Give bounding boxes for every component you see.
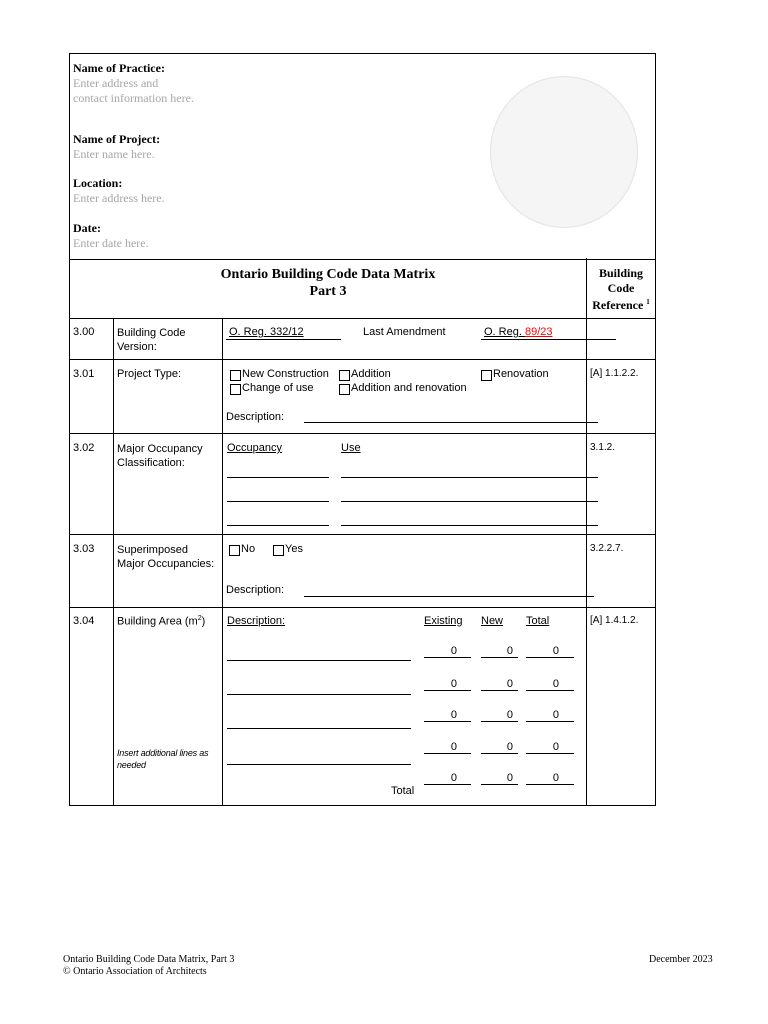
location-label: Location: [73,176,123,190]
addition-checkbox[interactable] [339,370,350,381]
total-area-field[interactable] [526,657,574,658]
code-reference: 3.1.2. [590,442,616,453]
row-label: Major Occupancy Classification: [117,443,203,469]
checkbox-label: New Construction [242,368,329,380]
existing-area-value: 0 [450,741,457,753]
occupancy-column-header: Occupancy [227,442,283,454]
addition-renovation-checkbox[interactable] [339,384,350,395]
date-label: Date: [73,221,101,235]
new-total-field [481,784,518,785]
row-number: 3.00 [73,326,95,338]
occupancy-field[interactable] [227,477,329,478]
row-number: 3.01 [73,368,95,380]
total-area-field[interactable] [526,690,574,691]
use-field[interactable] [341,501,598,502]
total-area-field[interactable] [526,753,574,754]
footer-left: Ontario Building Code Data Matrix, Part 3 © Ontario Association of Architects [63,954,235,977]
row-divider [69,318,655,319]
code-reference: [A] 1.1.2.2. [590,368,639,379]
total-area-value: 0 [552,709,559,721]
existing-total-field [424,784,471,785]
total-area-value: 0 [552,741,559,753]
instruction-note: Insert additional lines as needed [117,748,209,770]
checkbox-label: Change of use [242,382,314,394]
row-number: 3.04 [73,615,95,627]
checkbox-label: Addition [351,368,391,380]
renovation-checkbox[interactable] [481,370,492,381]
row-label: Building Code Version: [117,327,186,353]
area-description-field[interactable] [227,728,411,729]
header-fields [73,61,194,251]
description-field[interactable] [304,422,598,423]
new-area-field[interactable] [481,753,518,754]
row-label: Building Area $(m^2)$ [117,615,206,628]
row-label: Project Type: [117,368,181,380]
col-divider [113,318,114,806]
existing-area-field[interactable] [424,721,471,722]
footer-date: December 2023 [649,954,713,965]
row-divider [69,534,655,535]
row-number: 3.03 [73,543,95,555]
use-field[interactable] [341,477,598,478]
seal-placeholder[interactable] [490,76,638,228]
new-area-value: 0 [506,741,513,753]
row-divider [69,359,655,360]
checkbox-label: Yes [285,543,303,555]
date-field[interactable]: Enter date here. [73,236,149,250]
grand-total-value: 0 [552,772,559,784]
existing-area-field[interactable] [424,690,471,691]
description-column-header: Description: [227,615,286,627]
checkbox-label: Renovation [493,368,549,380]
total-row-label: Total [391,785,415,797]
col-divider [586,258,587,806]
title-line2: Part 3 [309,284,347,299]
new-area-field[interactable] [481,721,518,722]
description-label: Description: [226,584,285,596]
area-description-field[interactable] [227,764,411,765]
occupancy-field[interactable] [227,525,329,526]
existing-area-field[interactable] [424,753,471,754]
row-divider [69,607,655,608]
grand-total-field [526,784,574,785]
last-amendment-label: Last Amendment [363,326,446,338]
description-label: Description: [226,411,285,423]
new-column-header: New [481,615,504,627]
area-description-field[interactable] [227,694,411,695]
description-field[interactable] [304,596,594,597]
row-divider [69,433,655,434]
checkbox-label: Addition and renovation [351,382,467,394]
code-reference: [A] 1.4.1.2. [590,615,639,626]
existing-area-field[interactable] [424,657,471,658]
total-area-value: 0 [552,678,559,690]
existing-area-value: 0 [450,645,457,657]
use-field[interactable] [341,525,598,526]
occupancy-field[interactable] [227,501,329,502]
row-label: Superimposed Major Occupancies: [117,544,215,570]
title-line1: Ontario Building Code Data Matrix [220,267,436,282]
checkbox-label: No [241,543,256,555]
code-reference: 3.2.2.7. [590,543,624,554]
new-area-value: 0 [506,645,513,657]
reference-header: Building Code Reference $^1$ [592,266,650,312]
new-area-field[interactable] [481,657,518,658]
total-area-value: 0 [552,645,559,657]
practice-field-line1[interactable]: Enter address and [73,76,159,90]
total-area-field[interactable] [526,721,574,722]
change-of-use-checkbox[interactable] [230,384,241,395]
new-area-value: 0 [506,678,513,690]
existing-area-value: 0 [450,709,457,721]
new-total-value: 0 [506,772,513,784]
row-number: 3.02 [73,442,95,454]
new-construction-checkbox[interactable] [230,370,241,381]
practice-label: Name of Practice: [73,61,165,75]
project-field[interactable]: Enter name here. [73,147,155,161]
existing-area-value: 0 [450,678,457,690]
location-field[interactable]: Enter address here. [73,191,165,205]
use-column-header: Use [341,442,361,454]
total-column-header: Total [526,615,550,627]
existing-column-header: Existing [424,615,463,627]
no-checkbox[interactable] [229,545,240,556]
col-divider [222,318,223,806]
matrix-title [70,266,586,300]
existing-total-value: 0 [450,772,457,784]
project-label: Name of Project: [73,132,161,146]
practice-field-line2[interactable]: contact information here. [73,91,194,105]
last-amendment-field[interactable]: O. Reg. 89/23 [481,326,616,340]
new-area-field[interactable] [481,690,518,691]
new-area-value: 0 [506,709,513,721]
yes-checkbox[interactable] [273,545,284,556]
area-description-field[interactable] [227,660,411,661]
code-version-field[interactable]: O. Reg. 332/12 [226,326,341,340]
